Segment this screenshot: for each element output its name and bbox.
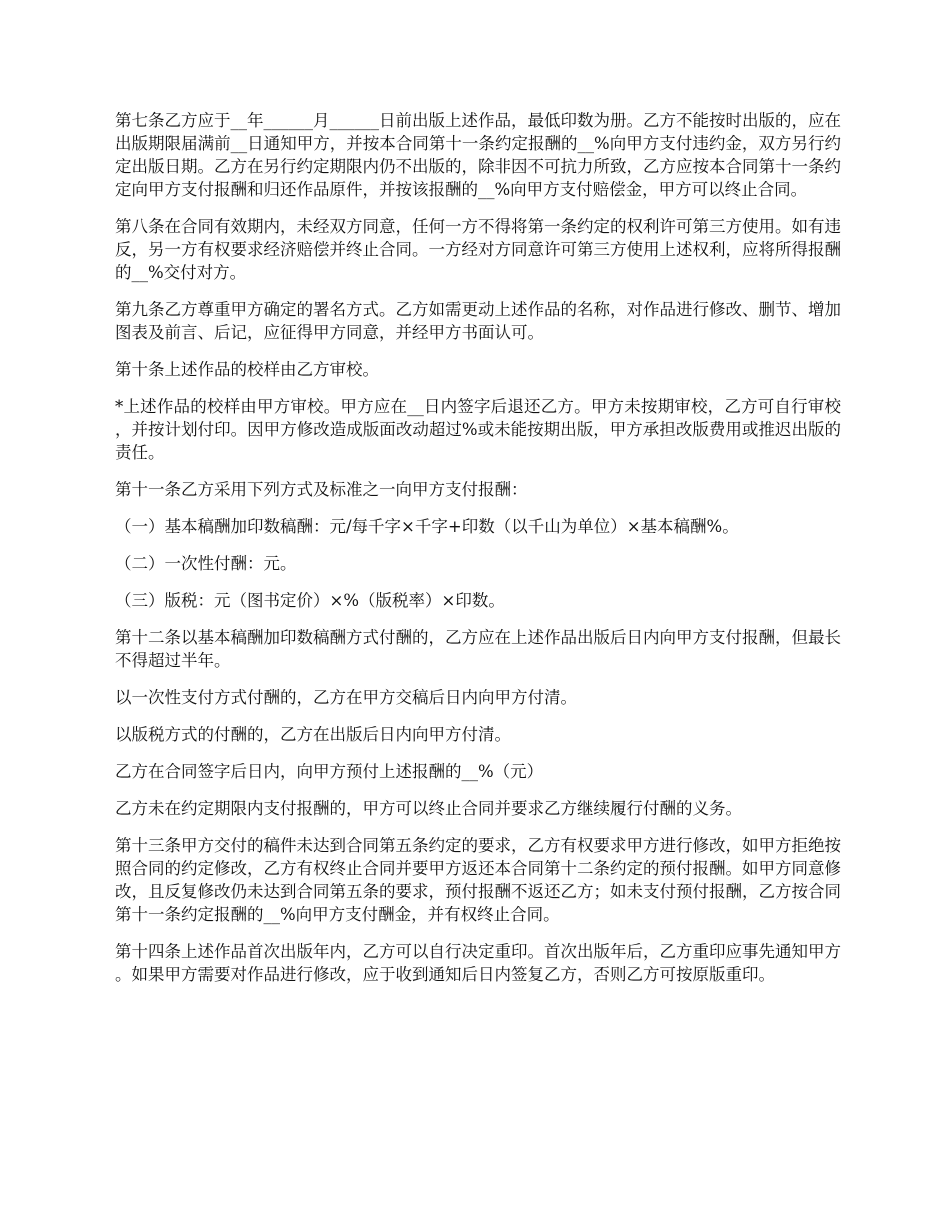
article-7-paragraph: 第七条乙方应于__年______月______日前出版上述作品，最低印数为册。乙方不能按时出版的，应在出版期限届满前__日通知甲方，并按本合同第十一条约定报酬的__%向甲方支付违约金，双方另行约定出版日期。乙方在另行约定期限内仍不出版的，除非因不可抗力所致，乙方应按本合同第十一条约定向甲方支付报酬和归还作品原件，并按该报酬的__%向甲方支付赔偿金，甲方可以终止合同。	[115, 111, 841, 199]
article-14-paragraph: 第十四条上述作品首次出版年内，乙方可以自行决定重印。首次出版年后，乙方重印应事先通知甲方。如果甲方需要对作品进行修改，应于收到通知后日内签复乙方，否则乙方可按原版重印。	[115, 942, 841, 984]
document-page	[115, 109, 841, 1000]
advance-payment-paragraph: 乙方在合同签字后日内，向甲方预付上述报酬的__%（元）	[115, 762, 544, 781]
payment-option-2: （二）一次性付酬：元。	[115, 554, 297, 573]
article-9-paragraph: 第九条乙方尊重甲方确定的署名方式。乙方如需更动上述作品的名称，对作品进行修改、删节、增加图表及前言、后记，应征得甲方同意，并经甲方书面认可。	[115, 300, 841, 342]
lump-sum-payment-paragraph: 以一次性支付方式付酬的，乙方在甲方交稿后日内向甲方付清。	[115, 688, 577, 707]
royalty-payment-paragraph: 以版税方式的付酬的，乙方在出版后日内向甲方付清。	[115, 725, 511, 744]
late-payment-paragraph: 乙方未在约定期限内支付报酬的，甲方可以终止合同并要求乙方继续履行付酬的义务。	[115, 799, 742, 818]
payment-option-1: （一）基本稿酬加印数稿酬：元/每千字×千字+印数（以千山为单位）×基本稿酬%。	[115, 517, 739, 536]
payment-option-3: （三）版税：元（图书定价）×%（版税率）×印数。	[115, 591, 505, 610]
article-13-paragraph: 第十三条甲方交付的稿件未达到合同第五条约定的要求，乙方有权要求甲方进行修改，如甲方拒绝按照合同的约定修改，乙方有权终止合同并要甲方返还本合同第十二条约定的预付报酬。如甲方同意修改，且反复修改仍未达到合同第五条的要求，预付报酬不返还乙方；如未支付预付报酬，乙方按合同第十一条约定报酬的__%向甲方支付酬金，并有权终止合同。	[115, 836, 841, 924]
article-10-alternative-paragraph: *上述作品的校样由甲方审校。甲方应在__日内签字后退还乙方。甲方未按期审校，乙方可自行审校，并按计划付印。因甲方修改造成版面改动超过%或未能按期出版，甲方承担改版费用或推迟出版的责任。	[115, 397, 841, 462]
article-8-paragraph: 第八条在合同有效期内，未经双方同意，任何一方不得将第一条约定的权利许可第三方使用。如有违反，另一方有权要求经济赔偿并终止合同。一方经对方同意许可第三方使用上述权利，应将所得报酬的__%交付对方。	[115, 217, 841, 282]
article-10-paragraph: 第十条上述作品的校样由乙方审校。	[115, 360, 379, 379]
article-11-paragraph: 第十一条乙方采用下列方式及标准之一向甲方支付报酬：	[115, 480, 528, 499]
article-12-paragraph: 第十二条以基本稿酬加印数稿酬方式付酬的，乙方应在上述作品出版后日内向甲方支付报酬，但最长不得超过半年。	[115, 628, 841, 670]
